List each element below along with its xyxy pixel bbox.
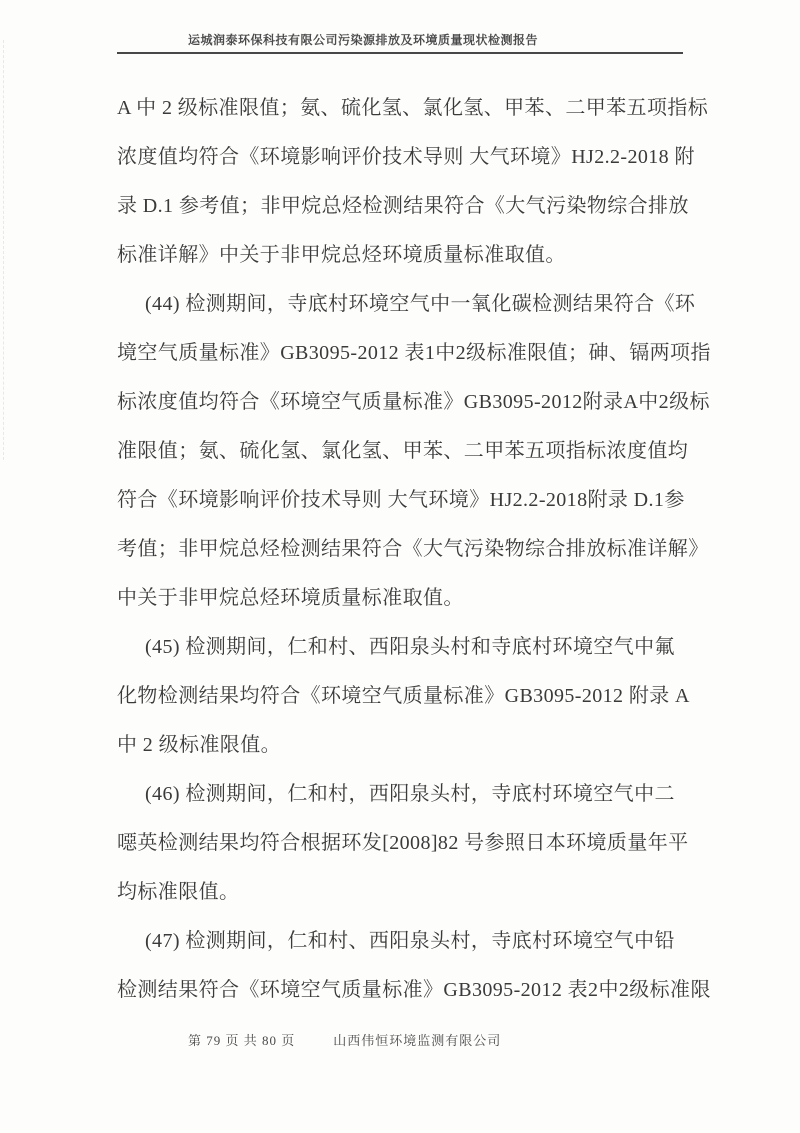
text-line: 符合《环境影响评价技术导则 大气环境》HJ2.2-2018附录 D.1参 — [117, 489, 685, 511]
text-line: 录 D.1 参考值；非甲烷总烃检测结果符合《大气污染物综合排放 — [117, 195, 689, 217]
text-line: 噁英检测结果均符合根据环发[2008]82 号参照日本环境质量年平 — [117, 832, 689, 854]
text-line: (46) 检测期间，仁和村，西阳泉头村，寺底村环境空气中二 — [145, 783, 675, 805]
paragraph — [117, 770, 697, 917]
text-line: (47) 检测期间，仁和村、西阳泉头村，寺底村环境空气中铅 — [145, 930, 675, 952]
text-line: 均标准限值。 — [117, 881, 240, 903]
text-line: 标浓度值均符合《环境空气质量标准》GB3095-2012附录A中2级标 — [117, 391, 710, 413]
footer-company-name: 山西伟恒环境监测有限公司 — [333, 1033, 502, 1048]
text-line: 检测结果符合《环境空气质量标准》GB3095-2012 表2中2级标准限 — [117, 979, 711, 1001]
text-line: (45) 检测期间，仁和村、西阳泉头村和寺底村环境空气中氟 — [145, 636, 675, 658]
paragraph — [117, 623, 697, 770]
paragraph — [117, 84, 709, 280]
paragraph — [117, 917, 711, 1015]
text-line: 中关于非甲烷总烃环境质量标准取值。 — [117, 587, 464, 609]
text-line: 准限值；氨、硫化氢、氯化氢、甲苯、二甲苯五项指标浓度值均 — [117, 440, 689, 462]
header-rule — [117, 52, 683, 54]
text-line: A 中 2 级标准限值；氨、硫化氢、氯化氢、甲苯、二甲苯五项指标 — [117, 97, 709, 119]
page-footer — [188, 1030, 501, 1049]
text-line: 浓度值均符合《环境影响评价技术导则 大气环境》HJ2.2-2018 附 — [117, 146, 695, 168]
paragraph — [117, 280, 711, 623]
text-line: 境空气质量标准》GB3095-2012 表1中2级标准限值；砷、镉两项指 — [117, 342, 711, 364]
page-number: 第 79 页 共 80 页 — [188, 1033, 296, 1048]
scan-edge-artifact — [3, 40, 4, 460]
text-line: 中 2 级标准限值。 — [117, 734, 281, 756]
text-line: (44) 检测期间，寺底村环境空气中一氧化碳检测结果符合《环 — [145, 293, 696, 315]
text-line: 标准详解》中关于非甲烷总烃环境质量标准取值。 — [117, 244, 566, 266]
text-line: 考值；非甲烷总烃检测结果符合《大气污染物综合排放标准详解》 — [117, 538, 709, 560]
page-header-title: 运城润泰环保科技有限公司污染源排放及环境质量现状检测报告 — [187, 33, 538, 47]
text-line: 化物检测结果均符合《环境空气质量标准》GB3095-2012 附录 A — [117, 685, 690, 707]
document-body — [117, 84, 711, 1015]
